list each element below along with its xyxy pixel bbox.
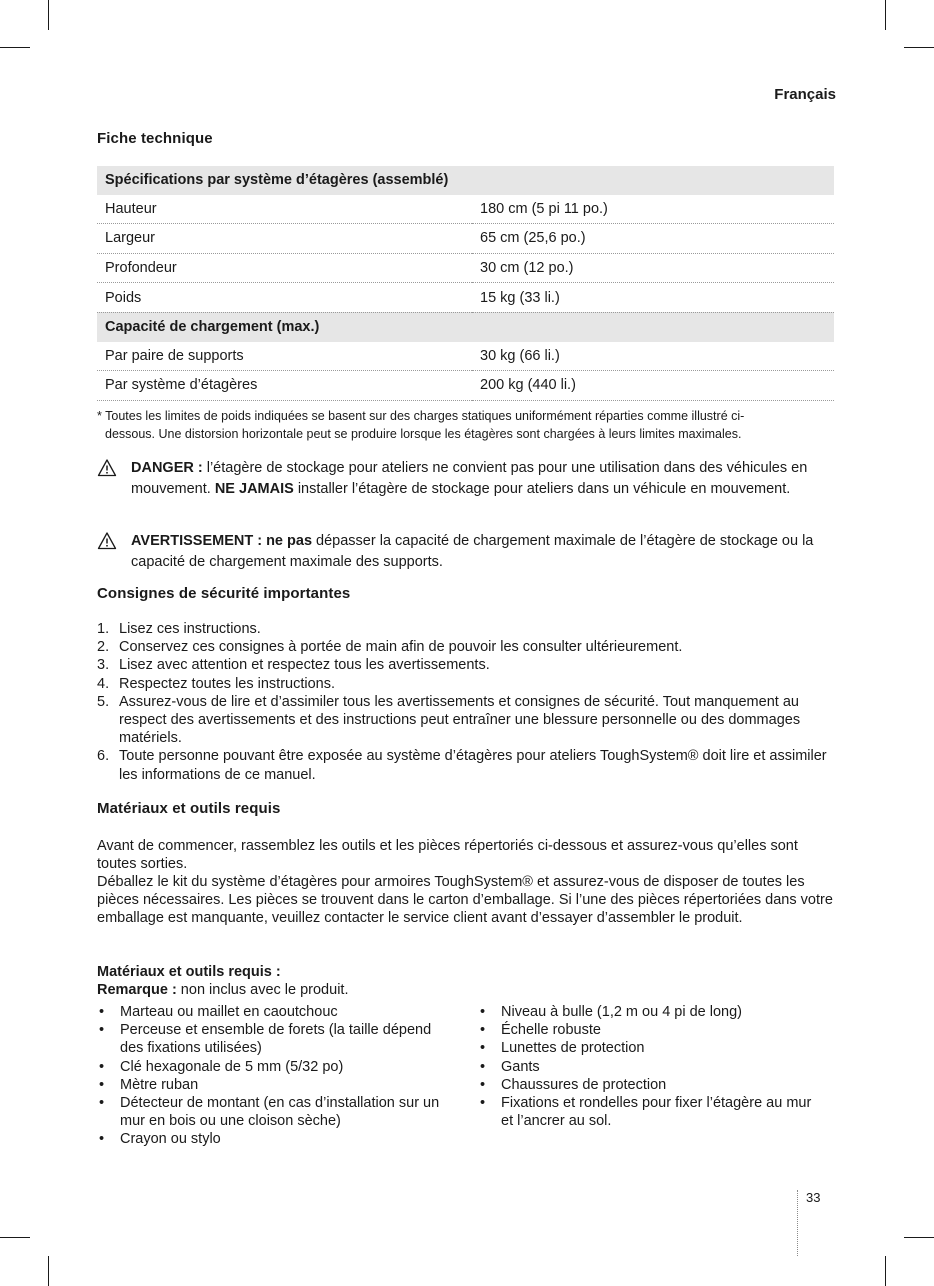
table-row bbox=[97, 342, 834, 371]
bullet: • bbox=[99, 1004, 105, 1020]
list-item-text: Conservez ces consignes à portée de main afin de pouvoir les consulter ultérieurement. bbox=[119, 639, 683, 656]
materials-unpack-paragraph: Déballez le kit du système d’étagères pour armoires ToughSystem® et assurez-vous de disposer de toutes les pièces nécessaires. Les pièces se trouvent dans le carton d’emballage. Si l’une des pièces répertoriées dans votre emballage est manquante, veuillez contacter le service client avant d’essayer d’assembler le produit. bbox=[97, 874, 833, 927]
section-title-consignes: Consignes de sécurité importantes bbox=[97, 585, 351, 602]
list-item-text: Gants bbox=[501, 1058, 540, 1075]
safety-instructions-list bbox=[97, 620, 837, 784]
list-item bbox=[97, 693, 837, 748]
table-row bbox=[97, 253, 834, 283]
remark-text: non inclus avec le produit. bbox=[176, 982, 349, 998]
crop-mark bbox=[48, 1256, 49, 1286]
list-item bbox=[97, 1076, 457, 1094]
list-item-text: Assurez-vous de lire et d’assimiler tous les avertissements et consignes de sécurité. Tout manquement au respect des avertissements et des instructions peut entraîner une blessure personnelle ou des dommages matériels. bbox=[119, 693, 801, 747]
spec-label: Hauteur bbox=[97, 195, 472, 224]
list-item bbox=[97, 1003, 457, 1021]
list-item bbox=[478, 1058, 818, 1076]
list-item-text: Chaussures de protection bbox=[501, 1076, 667, 1093]
list-number: 6. bbox=[97, 748, 110, 765]
spec-table-header-row bbox=[97, 166, 834, 195]
list-item-text: Détecteur de montant (en cas d’installation sur un mur en bois ou une cloison sèche) bbox=[120, 1095, 440, 1130]
list-item bbox=[478, 1076, 818, 1094]
capacity-header: Capacité de chargement (max.) bbox=[97, 312, 834, 341]
crop-mark bbox=[0, 1237, 30, 1238]
weight-footnote bbox=[97, 407, 837, 443]
danger-body: l’étagère de stockage pour ateliers ne convient pas pour une utilisation dans des véhicules en mouvement. bbox=[131, 460, 808, 497]
crop-mark bbox=[904, 1237, 934, 1238]
crop-mark bbox=[885, 1256, 886, 1286]
warning-label: AVERTISSEMENT : ne pas bbox=[131, 533, 313, 549]
danger-emphasis: NE JAMAIS bbox=[214, 480, 294, 497]
page-number: 33 bbox=[806, 1190, 821, 1205]
spec-value: 180 cm (5 pi 11 po.) bbox=[472, 195, 834, 224]
section-title-materiaux: Matériaux et outils requis bbox=[97, 800, 281, 817]
remark-label: Remarque : bbox=[97, 982, 177, 998]
spec-table bbox=[97, 166, 834, 401]
warning-triangle-icon bbox=[97, 458, 117, 478]
list-item-text: Clé hexagonale de 5 mm (5/32 po) bbox=[120, 1058, 344, 1075]
list-item-text: Mètre ruban bbox=[120, 1076, 199, 1093]
list-number: 2. bbox=[97, 639, 110, 656]
spec-value: 65 cm (25,6 po.) bbox=[472, 224, 834, 254]
materials-remark bbox=[97, 981, 837, 999]
bullet: • bbox=[99, 1022, 105, 1039]
footnote-line: dessous. Une distorsion horizontale peut se produire lorsque les étagères sont chargées à leurs limites maximales. bbox=[105, 427, 742, 441]
list-item-text: Lunettes de protection bbox=[501, 1040, 645, 1057]
danger-notice bbox=[97, 458, 837, 499]
spec-value: 30 cm (12 po.) bbox=[472, 253, 834, 283]
list-item-text: Respectez toutes les instructions. bbox=[119, 675, 335, 692]
warning-body: dépasser la capacité de chargement maximale de l’étagère de stockage ou la capacité de chargement maximale des supports. bbox=[131, 533, 814, 570]
list-item-text: Lisez ces instructions. bbox=[119, 621, 261, 637]
materials-list-left bbox=[97, 1003, 457, 1149]
list-item-text: Échelle robuste bbox=[501, 1022, 601, 1039]
list-item bbox=[97, 1094, 457, 1130]
table-row bbox=[97, 371, 834, 401]
list-item bbox=[478, 1003, 818, 1021]
list-item-text: Marteau ou maillet en caoutchouc bbox=[120, 1004, 338, 1020]
danger-text bbox=[131, 458, 837, 499]
materials-subtitle: Matériaux et outils requis : bbox=[97, 964, 281, 980]
spec-label: Profondeur bbox=[97, 253, 472, 283]
footnote-line: * Toutes les limites de poids indiquées se basent sur des charges statiques uniformément réparties comme illustré ci- bbox=[97, 409, 745, 423]
warning-text bbox=[131, 531, 837, 572]
list-item-text: Toute personne pouvant être exposée au système d’étagères pour ateliers ToughSystem® doit lire et assimiler les informations de ce manuel. bbox=[119, 748, 827, 783]
crop-mark bbox=[904, 47, 934, 48]
bullet: • bbox=[480, 1022, 486, 1039]
bullet: • bbox=[480, 1076, 486, 1093]
spec-label: Par système d’étagères bbox=[97, 371, 472, 401]
list-item-text: Niveau à bulle (1,2 m ou 4 pi de long) bbox=[501, 1004, 743, 1020]
bullet: • bbox=[480, 1095, 486, 1112]
bullet: • bbox=[480, 1004, 486, 1020]
crop-mark bbox=[885, 0, 886, 30]
section-title-fiche-technique: Fiche technique bbox=[97, 130, 213, 147]
table-row bbox=[97, 195, 834, 224]
list-number: 1. bbox=[97, 621, 110, 637]
list-item bbox=[97, 620, 837, 638]
list-number: 4. bbox=[97, 675, 110, 692]
bullet: • bbox=[480, 1058, 486, 1075]
table-row bbox=[97, 224, 834, 254]
spec-value: 15 kg (33 li.) bbox=[472, 283, 834, 313]
materials-list-right bbox=[478, 1003, 818, 1130]
spec-table-header: Spécifications par système d’étagères (assemblé) bbox=[97, 166, 834, 195]
bullet: • bbox=[99, 1095, 105, 1112]
list-item bbox=[97, 1130, 457, 1148]
bullet: • bbox=[99, 1076, 105, 1093]
table-row bbox=[97, 283, 834, 313]
page-number-divider bbox=[797, 1190, 798, 1256]
warning-triangle-icon bbox=[97, 531, 117, 551]
warning-notice bbox=[97, 531, 837, 572]
danger-label: DANGER : bbox=[131, 460, 203, 476]
spec-label: Par paire de supports bbox=[97, 342, 472, 371]
list-number: 3. bbox=[97, 657, 110, 674]
list-item bbox=[97, 656, 837, 674]
list-item bbox=[478, 1039, 818, 1057]
capacity-header-row bbox=[97, 312, 834, 341]
list-item bbox=[97, 1021, 457, 1057]
spec-value: 200 kg (440 li.) bbox=[472, 371, 834, 401]
danger-body: installer l’étagère de stockage pour ateliers dans un véhicule en mouvement. bbox=[293, 480, 791, 497]
spec-value: 30 kg (66 li.) bbox=[472, 342, 834, 371]
list-item-text: Lisez avec attention et respectez tous les avertissements. bbox=[119, 657, 490, 674]
bullet: • bbox=[480, 1040, 486, 1057]
list-item bbox=[97, 747, 837, 783]
list-item bbox=[478, 1021, 818, 1039]
bullet: • bbox=[99, 1058, 105, 1075]
list-item-text: Crayon ou stylo bbox=[120, 1131, 221, 1148]
list-number: 5. bbox=[97, 693, 110, 710]
list-item-text: Fixations et rondelles pour fixer l’étagère au mur et l’ancrer au sol. bbox=[501, 1095, 812, 1130]
language-label: Français bbox=[774, 86, 836, 103]
spec-label: Largeur bbox=[97, 224, 472, 254]
list-item bbox=[97, 1058, 457, 1076]
materials-intro-paragraph: Avant de commencer, rassemblez les outils et les pièces répertoriés ci-dessous et assurez-vous qu’elles sont toutes sorties. bbox=[97, 838, 798, 873]
list-item bbox=[478, 1094, 818, 1130]
crop-mark bbox=[48, 0, 49, 30]
list-item-text: Perceuse et ensemble de forets (la taille dépend des fixations utilisées) bbox=[120, 1022, 432, 1057]
list-item bbox=[97, 675, 837, 693]
spec-label: Poids bbox=[97, 283, 472, 313]
bullet: • bbox=[99, 1131, 105, 1148]
crop-mark bbox=[0, 47, 30, 48]
list-item bbox=[97, 638, 837, 656]
